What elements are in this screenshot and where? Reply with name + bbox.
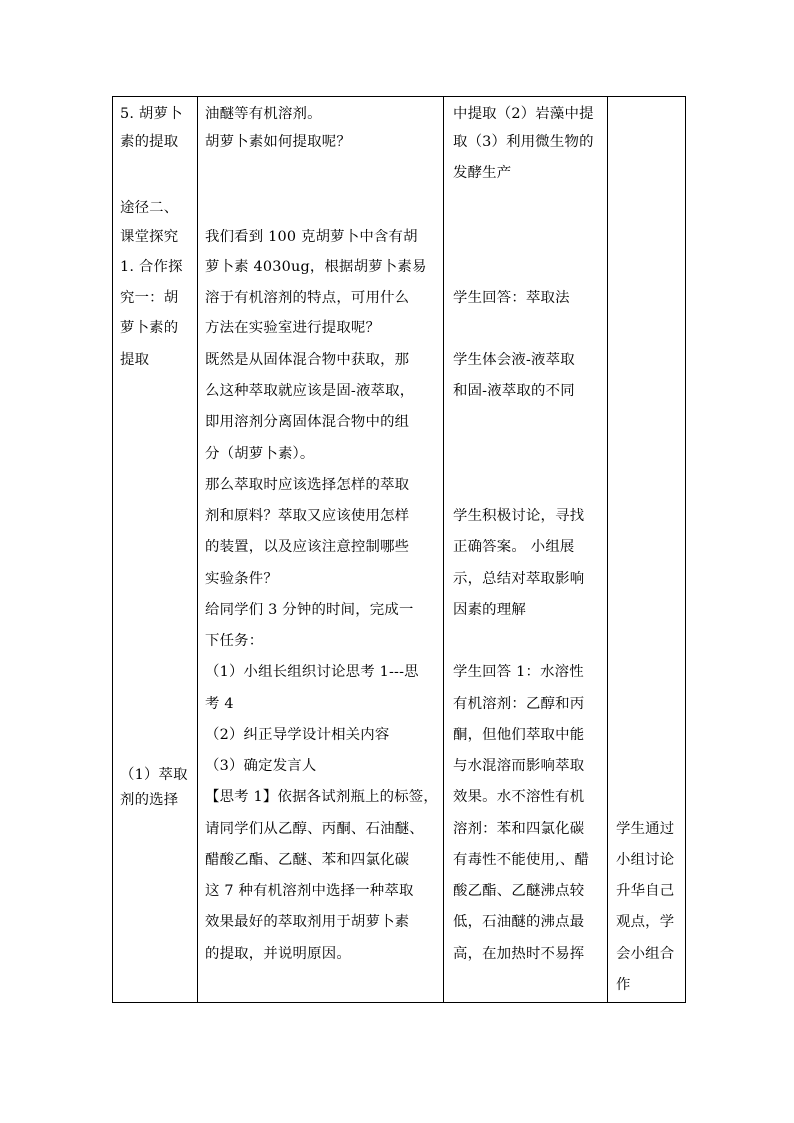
text-line: 这 7 种有机溶剂中选择一种萃取 (205, 883, 414, 899)
text-line: 酮，但他们萃取中能 (453, 727, 585, 743)
text-line: 油醚等有机溶剂。 (205, 106, 322, 122)
text-line: 和固-液萃取的不同 (453, 383, 575, 399)
student-activity-cell (444, 97, 608, 1003)
text-line: 那么萃取时应该选择怎样的萃取 (205, 477, 410, 493)
table-row (113, 97, 686, 1003)
text-line: 考 4 (205, 696, 234, 712)
text-line: 途径二、 (120, 200, 179, 216)
text-line: 有机溶剂：乙醇和丙 (453, 696, 585, 712)
text-line: 1. 合作探 (120, 259, 183, 275)
text-line: 分（胡萝卜素）。 (205, 446, 315, 462)
text-line: 因素的理解 (453, 602, 526, 618)
text-line: 【思考 1】依据各试剂瓶上的标签， (205, 789, 438, 805)
text-line: （1）萃取 (120, 767, 188, 783)
text-line: 效果最好的萃取剂用于胡萝卜素 (205, 914, 410, 930)
text-line: 会小组合 (616, 946, 675, 962)
text-line: 学生通过 (616, 821, 675, 837)
text-line: 高，在加热时不易挥 (453, 946, 585, 962)
text-line: 我们看到 100 克胡萝卜中含有胡 (205, 229, 418, 245)
text-line: 取（3）利用微生物的 (453, 134, 594, 150)
text-line: 作 (616, 977, 631, 993)
text-line: 下任务： (205, 633, 264, 649)
text-line: 的装置，以及应该注意控制哪些 (205, 539, 410, 555)
text-line: （2）纠正导学设计相关内容 (205, 727, 390, 743)
text-line: 萝卜素 4030ug，根据胡萝卜素易 (205, 259, 427, 275)
text-line: 正确答案。 小组展 (453, 539, 575, 555)
text-line: 学生回答 1：水溶性 (453, 664, 584, 680)
text-line: 溶剂：苯和四氯化碳 (453, 821, 585, 837)
text-line: 提取 (120, 352, 150, 368)
text-line: 小组讨论 (616, 852, 675, 868)
text-line: 方法在实验室进行提取呢？ (205, 320, 381, 336)
teacher-activity-cell (198, 97, 444, 1003)
text-line: 观点，学 (616, 914, 675, 930)
text-line: 素的提取 (120, 134, 179, 150)
text-line: 课堂探究 (120, 229, 179, 245)
stage-column-cell (113, 97, 198, 1003)
text-line: 实验条件？ (205, 571, 278, 587)
text-line: 升华自己 (616, 883, 675, 899)
text-line: 的提取，并说明原因。 (205, 946, 351, 962)
text-line: 究一：胡 (120, 290, 179, 306)
text-line: （1）小组长组织讨论思考 1---思 (205, 664, 419, 680)
text-line: 溶于有机溶剂的特点，可用什么 (205, 290, 410, 306)
text-line: （3）确定发言人 (205, 758, 317, 774)
text-line: 醋酸乙酯、乙醚、苯和四氯化碳 (205, 852, 410, 868)
text-line: 即用溶剂分离固体混合物中的组 (205, 414, 410, 430)
text-line: 既然是从固体混合物中获取，那 (205, 352, 410, 368)
text-line: 剂和原料？萃取又应该使用怎样 (205, 508, 410, 524)
text-line: 么这种萃取就应该是固-液萃取， (205, 383, 415, 399)
text-line: 5. 胡萝卜 (120, 106, 183, 122)
text-line: 剂的选择 (120, 792, 179, 808)
text-line: 萝卜素的 (120, 320, 179, 336)
text-line: 中提取（2）岩藻中提 (453, 106, 594, 122)
text-line: 学生体会液-液萃取 (453, 352, 575, 368)
text-line: 效果。水不溶性有机 (453, 789, 585, 805)
lesson-plan-table (112, 96, 686, 1003)
text-line: 与水混溶而影响萃取 (453, 758, 585, 774)
text-line: 有毒性不能使用,、醋 (453, 852, 590, 868)
text-line: 酸乙酯、乙醚沸点较 (453, 883, 585, 899)
text-line: 发酵生产 (453, 165, 512, 181)
text-line: 低，石油醚的沸点最 (453, 914, 585, 930)
text-line: 学生积极讨论，寻找 (453, 508, 585, 524)
text-line: 给同学们 3 分钟的时间，完成一 (205, 602, 414, 618)
text-line: 示，总结对萃取影响 (453, 571, 585, 587)
text-line: 请同学们从乙醇、丙酮、石油醚、 (205, 821, 424, 837)
design-intent-cell (608, 97, 686, 1003)
text-line: 胡萝卜素如何提取呢？ (205, 134, 351, 150)
text-line: 学生回答：萃取法 (453, 290, 570, 306)
